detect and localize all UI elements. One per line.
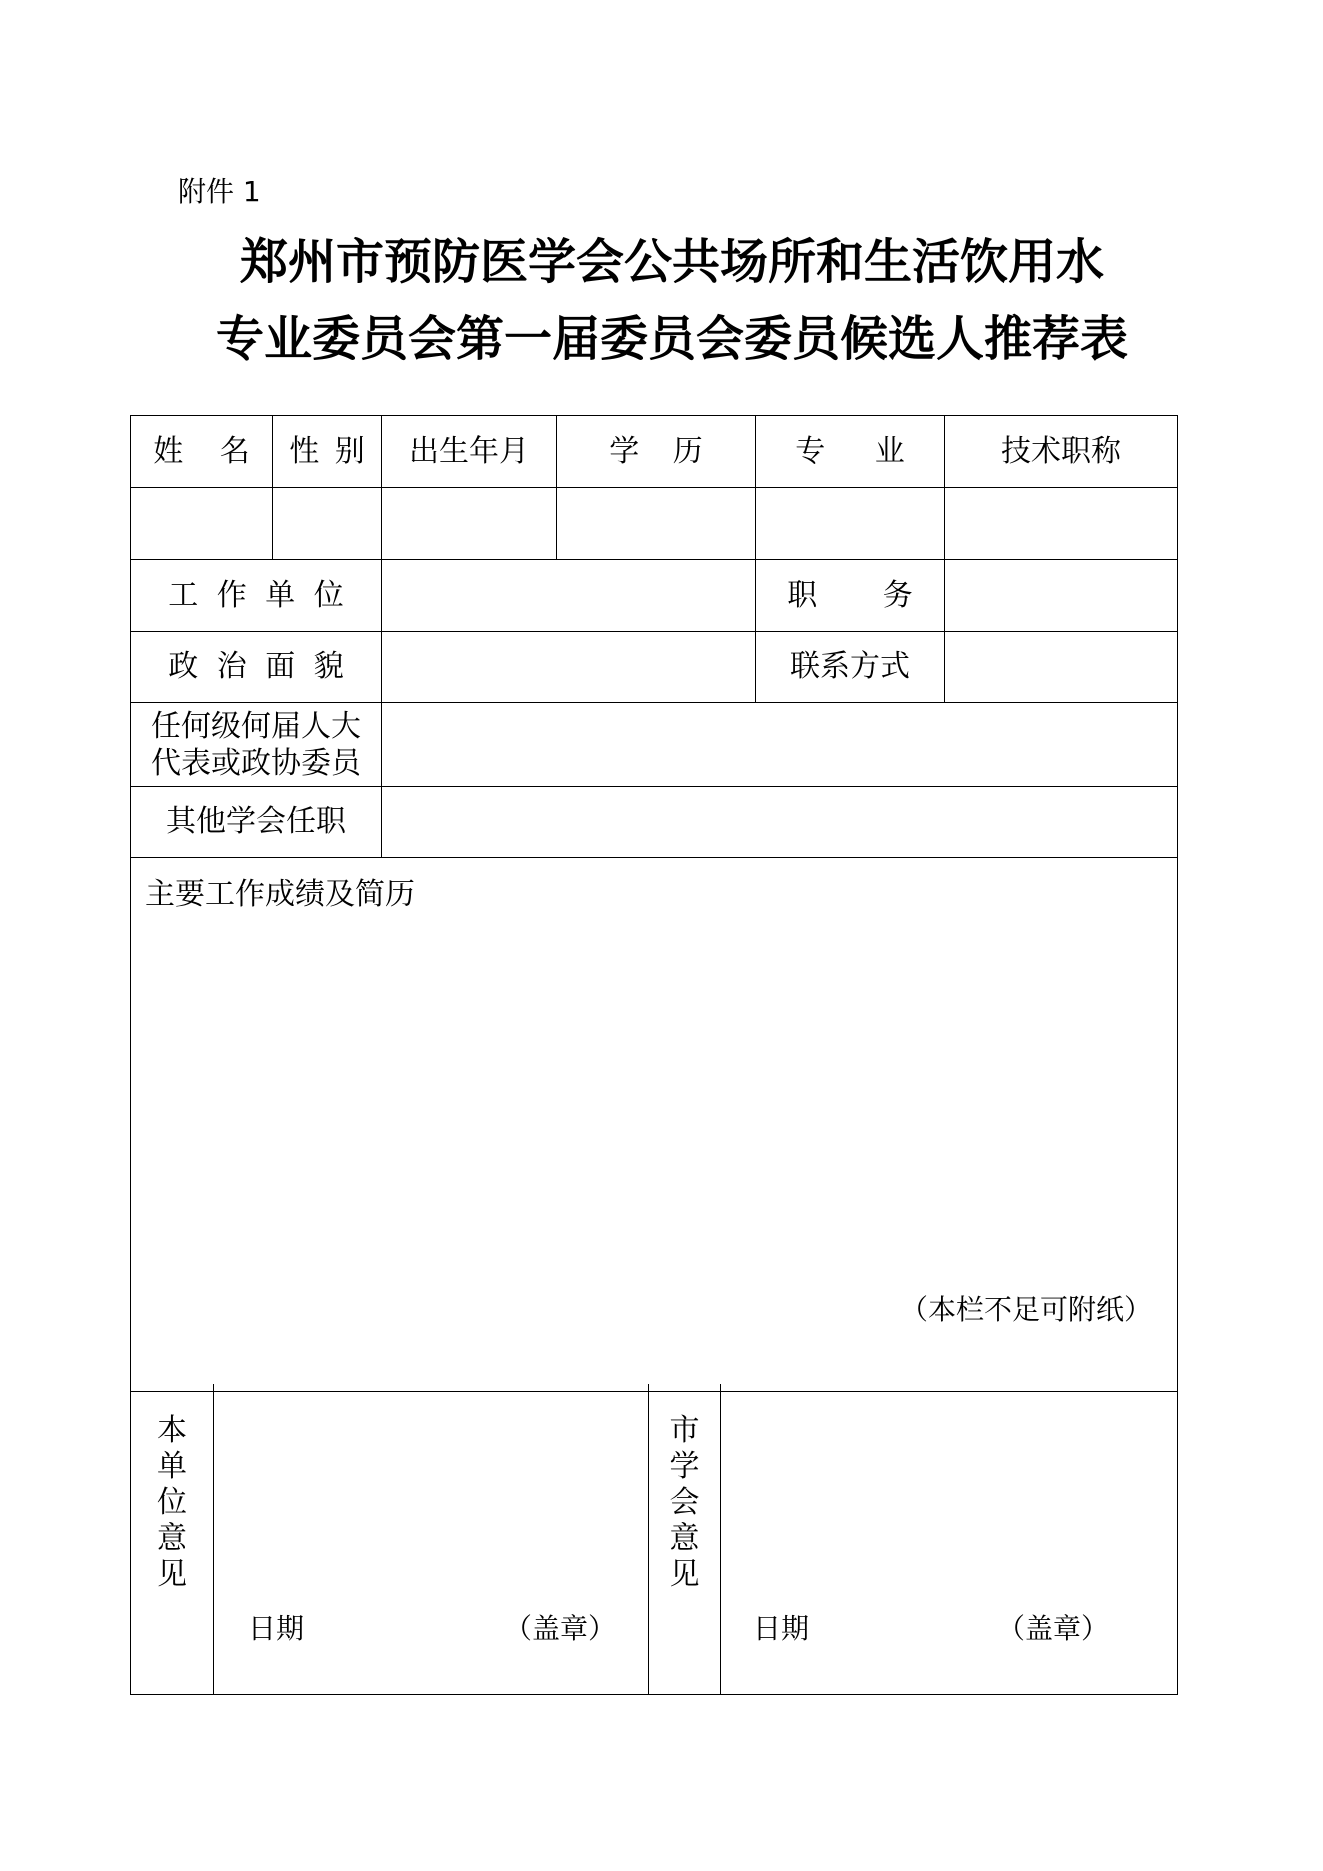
society-opinion-seal: （盖章）: [997, 1612, 1110, 1645]
header-education-cell: [557, 416, 756, 488]
political-status-label: 政 治 面 貌: [168, 649, 344, 684]
contact-label-cell: [756, 632, 945, 703]
attachment-label: 附件 1: [178, 175, 261, 208]
header-major: 专 业: [795, 433, 905, 469]
basic-info-values-row: [131, 488, 1178, 560]
work-unit-row: [131, 560, 1178, 632]
contact-value-cell: [945, 632, 1178, 703]
header-gender: 性 别: [289, 433, 365, 469]
header-education: 学 历: [609, 433, 703, 469]
political-status-value-cell: [382, 632, 756, 703]
political-status-label-cell: [131, 632, 382, 703]
npc-cppcc-value-cell: [382, 703, 1178, 787]
work-unit-label-cell: [131, 560, 382, 632]
gender-value-cell: [273, 488, 382, 560]
society-opinion-box: [721, 1384, 1177, 1663]
position-label-cell: [756, 560, 945, 632]
major-value-cell: [756, 488, 945, 560]
achievements-resume-cell: [131, 858, 1178, 1392]
name-value-cell: [131, 488, 273, 560]
position-label: 职 务: [787, 577, 913, 613]
document-title: [21, 224, 1323, 378]
opinion-section: [130, 1384, 1178, 1695]
education-value-cell: [557, 488, 756, 560]
unit-opinion-label: 本单位意见: [157, 1413, 187, 1592]
header-technical-title-cell: [945, 416, 1178, 488]
header-major-cell: [756, 416, 945, 488]
opinion-row: [131, 1384, 1178, 1695]
position-value-cell: [945, 560, 1178, 632]
work-unit-label: 工 作 单 位: [168, 577, 344, 613]
achievements-row: [131, 858, 1178, 1392]
title-line-1: 郑州市预防医学会公共场所和生活饮用水: [239, 234, 1104, 290]
unit-opinion-label-cell: [131, 1384, 214, 1695]
technical-title-value-cell: [945, 488, 1178, 560]
npc-cppcc-row: [131, 703, 1178, 787]
contact-label: 联系方式: [790, 649, 910, 684]
society-opinion-area: [721, 1384, 1178, 1695]
achievements-resume-label: 主要工作成绩及简历: [145, 877, 415, 912]
header-birth-date-cell: [382, 416, 557, 488]
birth-date-value-cell: [382, 488, 557, 560]
header-name-cell: [131, 416, 273, 488]
attach-paper-note: （本栏不足可附纸）: [899, 1293, 1152, 1326]
unit-opinion-date: 日期: [248, 1612, 305, 1645]
unit-opinion-area: [214, 1384, 649, 1695]
header-name: 姓 名: [153, 433, 250, 469]
other-society-positions-label: 其他学会任职: [166, 804, 346, 839]
society-opinion-date: 日期: [753, 1612, 810, 1645]
npc-cppcc-label-line-1: 任何级何届人大: [151, 708, 361, 744]
political-status-row: [131, 632, 1178, 703]
header-birth-date: 出生年月: [409, 433, 529, 469]
header-gender-cell: [273, 416, 382, 488]
title-line-2: 专业委员会第一届委员会委员候选人推荐表: [215, 311, 1128, 367]
achievements-resume-area: [131, 858, 1177, 1388]
header-row: [131, 416, 1178, 488]
unit-opinion-seal: （盖章）: [504, 1612, 617, 1645]
other-society-positions-label-cell: [131, 787, 382, 858]
npc-cppcc-label: [131, 703, 382, 787]
other-society-positions-row: [131, 787, 1178, 858]
unit-opinion-box: [214, 1384, 648, 1663]
society-opinion-label-cell: [649, 1384, 721, 1695]
other-society-positions-value-cell: [382, 787, 1178, 858]
society-opinion-label: 市学会意见: [669, 1413, 700, 1592]
candidate-recommendation-form: [130, 415, 1178, 1392]
npc-cppcc-label-line-2: 代表或政协委员: [151, 745, 361, 781]
work-unit-value-cell: [382, 560, 756, 632]
header-technical-title: 技术职称: [1001, 433, 1121, 469]
